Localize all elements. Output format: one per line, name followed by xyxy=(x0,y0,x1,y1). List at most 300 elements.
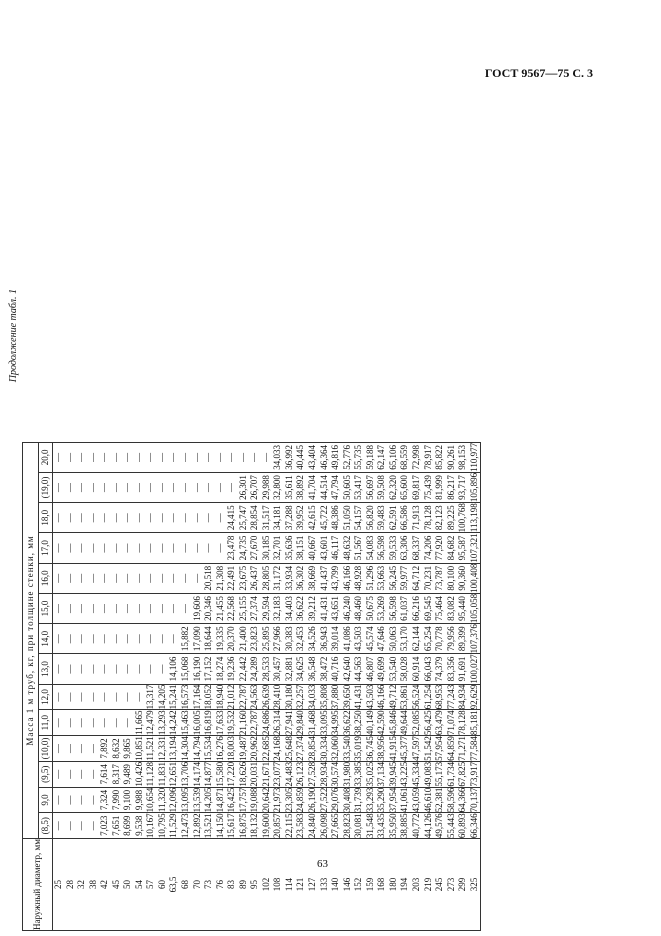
table-row xyxy=(272,442,284,930)
mass-cell: — xyxy=(168,442,180,472)
mass-cell: — xyxy=(122,654,134,684)
mass-cell: 70,137 xyxy=(469,787,481,813)
mass-cell: — xyxy=(122,442,134,472)
mass-cell: 51,296 xyxy=(365,563,377,593)
mass-cell: 32,881 xyxy=(284,654,296,684)
mass-cell: 51,542 xyxy=(422,736,433,761)
mass-cell: 26,707 xyxy=(249,472,261,502)
table-row xyxy=(215,442,227,930)
mass-cell: — xyxy=(76,533,88,563)
mass-cell: 7,023 xyxy=(99,813,111,839)
mass-cell: 56,697 xyxy=(365,472,377,502)
mass-cell: 64,366 xyxy=(457,787,468,813)
mass-cell: 24,168 xyxy=(272,736,283,761)
mass-cell: 40,445 xyxy=(295,442,307,472)
mass-cell: 53,269 xyxy=(376,593,388,623)
thickness-header: 13,0 xyxy=(39,654,53,684)
mass-cell: 13,706 xyxy=(180,761,191,787)
mass-cell: — xyxy=(88,761,100,787)
mass-cell: 26,123 xyxy=(295,761,306,787)
mass-cell: — xyxy=(192,533,204,563)
mass-cell: — xyxy=(157,593,169,623)
mass-cell: 55,735 xyxy=(353,442,365,472)
mass-cell: 26,190 xyxy=(307,787,318,813)
thickness-header: 9,0 xyxy=(39,787,53,813)
diameter-cell: 245 xyxy=(434,839,446,931)
mass-cell: 27,522 xyxy=(318,787,329,813)
mass-cell: 7,892 xyxy=(99,736,111,762)
mass-cell: 26,098 xyxy=(318,813,329,839)
mass-cell: — xyxy=(88,472,100,502)
mass-cell: 25,648 xyxy=(283,736,294,761)
mass-cell: 95,587 xyxy=(457,533,469,563)
diameter-cell: 152 xyxy=(353,839,365,931)
mass-cell: 31,548 xyxy=(364,813,375,839)
mass-cell: 71,074 xyxy=(445,710,456,736)
mass-cell: 82,123 xyxy=(434,503,446,533)
mass-cell: — xyxy=(134,593,146,623)
mass-cell: — xyxy=(76,563,88,593)
mass-cell: 23,583 xyxy=(295,813,306,839)
mass-cell: 17,152 xyxy=(203,654,215,684)
mass-cell: — xyxy=(65,503,77,533)
page-header: ГОСТ 9567—75 С. 3 xyxy=(484,66,593,80)
mass-cell: 31,980 xyxy=(341,761,352,787)
diameter-cell: 102 xyxy=(261,839,273,931)
mass-cell: 20,031 xyxy=(249,761,260,787)
mass-cell: — xyxy=(88,736,100,762)
mass-cell: 50,063 xyxy=(388,624,400,654)
mass-cell: 43,059 xyxy=(410,787,421,813)
mass-cell: 12,651 xyxy=(168,761,179,787)
mass-cell: — xyxy=(145,472,157,502)
diameter-cell: 32 xyxy=(76,839,88,931)
mass-cell: 36,548 xyxy=(307,654,319,684)
mass-cell: — xyxy=(203,503,215,533)
mass-cell: 18,274 xyxy=(215,654,227,684)
mass-cell: 33,293 xyxy=(364,787,375,813)
diameter-cell: 180 xyxy=(388,839,400,931)
diameter-cell: 57 xyxy=(145,839,157,931)
table-row xyxy=(53,442,65,930)
table-row xyxy=(226,442,238,930)
mass-cell: — xyxy=(192,442,204,472)
mass-cell: — xyxy=(145,442,157,472)
mass-cell: — xyxy=(215,472,227,502)
mass-cell: 56,245 xyxy=(388,563,400,593)
mass-cell: — xyxy=(88,624,100,654)
mass-cell: — xyxy=(65,710,77,736)
mass-cell: — xyxy=(238,442,250,472)
mass-cell: — xyxy=(88,533,100,563)
mass-cell: 11,521 xyxy=(145,736,156,761)
mass-cell: 18,940 xyxy=(214,684,225,710)
mass-cell: — xyxy=(76,813,88,839)
mass-cell: — xyxy=(111,684,123,710)
mass-cell: 59,977 xyxy=(399,563,411,593)
mass-cell: 33,095 xyxy=(318,710,329,736)
mass-cell: 24,686 xyxy=(260,710,271,736)
mass-cell: 38,472 xyxy=(319,654,331,684)
mass-cell: 53,417 xyxy=(353,472,365,502)
mass-cell: 100,768 xyxy=(457,503,468,533)
mass-cell: 55,443 xyxy=(445,813,456,839)
mass-cell: 79,956 xyxy=(446,624,458,654)
mass-cell: 35,611 xyxy=(284,472,296,502)
table-row xyxy=(180,442,192,930)
mass-cell: 30,408 xyxy=(341,787,352,813)
mass-cell: 67,825 xyxy=(457,761,468,787)
diameter-cell: 63,5 xyxy=(168,839,180,931)
mass-cell: 13,317 xyxy=(145,684,156,710)
mass-cell: 57,954 xyxy=(434,736,445,761)
table-row xyxy=(399,442,411,930)
mass-cell: 13,095 xyxy=(180,787,191,813)
mass-cell: 51,567 xyxy=(353,533,365,563)
mass-cell: 30,457 xyxy=(272,654,284,684)
mass-cell: 14,877 xyxy=(203,761,214,787)
mass-cell: 24,483 xyxy=(283,761,294,787)
thickness-header: 15,0 xyxy=(39,593,53,623)
diameter-cell: 203 xyxy=(411,839,423,931)
mass-cell: 63,479 xyxy=(434,710,445,736)
mass-cell: 48,460 xyxy=(353,593,365,623)
mass-cell: — xyxy=(53,710,65,736)
mass-cell: 59,188 xyxy=(365,442,377,472)
mass-cell: 62,320 xyxy=(388,472,400,502)
mass-cell: 27,374 xyxy=(249,593,261,623)
mass-cell: — xyxy=(53,761,65,787)
mass-cell: 45,334 xyxy=(410,761,421,787)
mass-cell: — xyxy=(65,472,77,502)
diameter-cell: 114 xyxy=(284,839,296,931)
mass-cell: 38,892 xyxy=(295,472,307,502)
diameter-cell: 121 xyxy=(295,839,307,931)
mass-cell: — xyxy=(53,503,65,533)
mass-cell: — xyxy=(226,442,238,472)
mass-cell: 15,068 xyxy=(180,654,192,684)
mass-cell: 12,892 xyxy=(191,813,202,839)
mass-cell: 54,157 xyxy=(353,503,365,533)
mass-cell: 48,386 xyxy=(330,503,342,533)
mass-cell: — xyxy=(145,624,157,654)
mass-cell: — xyxy=(157,563,169,593)
mass-cell: 39,952 xyxy=(295,503,307,533)
diameter-cell: 127 xyxy=(307,839,319,931)
mass-cell: — xyxy=(88,710,100,736)
mass-cell: 46,610 xyxy=(422,787,433,813)
mass-cell: 18,003 xyxy=(226,736,237,761)
mass-cell: — xyxy=(65,593,77,623)
mass-cell: 61,037 xyxy=(399,593,411,623)
diameter-cell: 146 xyxy=(342,839,354,931)
mass-cell: — xyxy=(88,684,100,710)
mass-cell: 27,528 xyxy=(307,761,318,787)
mass-cell: 70,778 xyxy=(434,624,446,654)
mass-cell: 65,600 xyxy=(399,472,411,502)
mass-cell: — xyxy=(203,533,215,563)
mass-cell: 24,735 xyxy=(238,533,250,563)
diameter-cell: 168 xyxy=(376,839,388,931)
mass-cell: — xyxy=(203,472,215,502)
mass-cell: — xyxy=(122,684,134,710)
mass-cell: 49,083 xyxy=(422,761,433,787)
mass-cell: — xyxy=(111,503,123,533)
mass-cell: 74,379 xyxy=(434,654,446,684)
mass-cell: 36,992 xyxy=(284,442,296,472)
mass-cell: — xyxy=(122,624,134,654)
mass-cell: 47,597 xyxy=(410,736,421,761)
table-row xyxy=(411,442,423,930)
mass-cell: — xyxy=(157,654,169,684)
table-row xyxy=(76,442,88,930)
mass-cell: — xyxy=(88,503,100,533)
mass-cell: 36,622 xyxy=(295,593,307,623)
mass-cell: 83,082 xyxy=(446,593,458,623)
mass-cell: — xyxy=(88,593,100,623)
mass-cell: 53,170 xyxy=(399,624,411,654)
mass-cell: 49,644 xyxy=(399,710,410,736)
mass-cell: 43,799 xyxy=(330,563,342,593)
table-row xyxy=(376,442,388,930)
mass-cell: 77,243 xyxy=(445,684,456,710)
mass-cell: — xyxy=(53,442,65,472)
mass-cell: 58,028 xyxy=(399,654,411,684)
diameter-cell: 89 xyxy=(238,839,250,931)
mass-cell: 98,153 xyxy=(457,442,469,472)
thickness-header: (9,5) xyxy=(39,761,53,787)
mass-cell: 28,805 xyxy=(261,563,273,593)
mass-cell: 66,216 xyxy=(411,593,423,623)
mass-cell: 41,061 xyxy=(399,787,410,813)
mass-cell: 56,598 xyxy=(376,533,388,563)
table-row xyxy=(295,442,307,930)
diameter-cell: 50 xyxy=(122,839,134,931)
mass-cell: — xyxy=(122,563,134,593)
mass-cell: 17,090 xyxy=(192,624,204,654)
mass-cell: 20,370 xyxy=(226,624,238,654)
mass-cell: — xyxy=(65,684,77,710)
mass-cell: — xyxy=(76,787,88,813)
thickness-header: 14,0 xyxy=(39,624,53,654)
mass-cell: 16,190 xyxy=(192,654,204,684)
mass-cell: 64,859 xyxy=(445,736,456,761)
mass-cell: 23,675 xyxy=(238,563,250,593)
mass-cell: 45,846 xyxy=(387,710,398,736)
mass-cell: — xyxy=(168,624,180,654)
mass-cell: — xyxy=(88,654,100,684)
mass-cell: 93,717 xyxy=(457,472,469,502)
mass-cell: 33,435 xyxy=(376,813,387,839)
mass-cell: 12,473 xyxy=(180,813,191,839)
mass-cell: 18,626 xyxy=(237,761,248,787)
mass-cell: — xyxy=(99,710,111,736)
mass-cell: 65,254 xyxy=(423,624,435,654)
mass-cell: 89,399 xyxy=(457,624,469,654)
mass-cell: 47,646 xyxy=(376,624,388,654)
mass-cell: 69,817 xyxy=(411,472,423,502)
mass-cell: — xyxy=(122,710,134,736)
mass-cell: — xyxy=(134,503,146,533)
mass-cell: 20,857 xyxy=(272,813,283,839)
mass-cell: 15,241 xyxy=(168,684,179,710)
mass-cell: 9,538 xyxy=(134,813,146,839)
mass-cell: 25,895 xyxy=(261,624,273,654)
mass-cell: — xyxy=(76,684,88,710)
mass-cell: 28,934 xyxy=(318,761,329,787)
diameter-cell: 45 xyxy=(111,839,123,931)
table-row xyxy=(111,442,123,930)
mass-cell: — xyxy=(65,736,77,762)
mass-cell: — xyxy=(65,624,77,654)
mass-cell: 90,261 xyxy=(446,442,458,472)
mass-cell: 47,794 xyxy=(330,472,342,502)
diameter-cell: 219 xyxy=(423,839,435,931)
mass-cell: — xyxy=(180,563,192,593)
mass-cell: 52,776 xyxy=(342,442,354,472)
mass-cell: — xyxy=(99,533,111,563)
mass-cell: 36,745 xyxy=(364,736,375,761)
mass-cell: — xyxy=(76,654,88,684)
diameter-cell: 140 xyxy=(330,839,342,931)
mass-cell: 32,800 xyxy=(272,472,284,502)
mass-cell: 60,914 xyxy=(411,654,423,684)
mass-cell: — xyxy=(122,533,134,563)
mass-cell: 59,533 xyxy=(388,533,400,563)
diameter-cell: 73 xyxy=(203,839,215,931)
mass-cell: 35,636 xyxy=(284,533,296,563)
mass-cell: — xyxy=(215,503,227,533)
mass-cell: — xyxy=(157,503,169,533)
mass-cell: 41,086 xyxy=(342,624,354,654)
diameter-cell: 159 xyxy=(365,839,377,931)
table-row xyxy=(388,442,400,930)
mass-cell: 12,331 xyxy=(156,736,167,761)
mass-cell: 13,521 xyxy=(203,813,214,839)
mass-cell: 70,231 xyxy=(423,563,435,593)
mass-cell: 11,320 xyxy=(156,787,167,813)
mass-cell: 72,998 xyxy=(411,442,423,472)
mass-cell: — xyxy=(111,442,123,472)
mass-cell: — xyxy=(53,684,65,710)
mass-cell: — xyxy=(180,503,192,533)
thickness-header: 11,0 xyxy=(39,710,53,736)
mass-cell: 49,576 xyxy=(434,813,445,839)
mass-cell: 16,425 xyxy=(226,787,237,813)
diameter-cell: 54 xyxy=(134,839,146,931)
mass-cell: — xyxy=(99,563,111,593)
mass-cell: — xyxy=(111,533,123,563)
mass-cell: — xyxy=(53,736,65,762)
mass-table xyxy=(22,442,481,931)
mass-cell: 28,533 xyxy=(261,654,273,684)
mass-cell: 56,524 xyxy=(410,684,421,710)
mass-cell: — xyxy=(180,472,192,502)
mass-cell: 34,995 xyxy=(330,710,341,736)
mass-cell: 40,772 xyxy=(410,813,421,839)
mass-cell: 40,716 xyxy=(330,654,342,684)
mass-cell: — xyxy=(145,563,157,593)
mass-cell: 27,374 xyxy=(295,736,306,761)
mass-cell: 78,917 xyxy=(423,442,435,472)
mass-cell: 53,540 xyxy=(388,654,400,684)
page-number: 63 xyxy=(317,858,328,870)
mass-cell: 21,973 xyxy=(272,787,283,813)
mass-cell: 21,455 xyxy=(215,593,227,623)
table-row xyxy=(434,442,446,930)
mass-cell: 15,617 xyxy=(226,813,237,839)
mass-cell: 80,100 xyxy=(446,563,458,593)
mass-cell: 110,977 xyxy=(469,442,481,472)
mass-cell: — xyxy=(134,624,146,654)
mass-cell: — xyxy=(53,472,65,502)
mass-cell: — xyxy=(111,654,123,684)
thickness-header: (19,0) xyxy=(39,472,53,502)
mass-cell: 19,532 xyxy=(226,710,237,736)
mass-cell: 22,115 xyxy=(283,813,294,838)
mass-cell: 19,236 xyxy=(226,654,238,684)
mass-cell: 59,483 xyxy=(376,503,388,533)
mass-cell: 44,514 xyxy=(319,472,331,502)
mass-cell: 20,346 xyxy=(203,593,215,623)
mass-cell: 26,301 xyxy=(238,472,250,502)
mass-cell: 15,882 xyxy=(180,624,192,654)
mass-cell: 52,085 xyxy=(410,710,421,736)
mass-cell: 66,043 xyxy=(423,654,435,684)
mass-cell: — xyxy=(111,624,123,654)
mass-cell: 49,699 xyxy=(376,654,388,684)
mass-cell: 92,629 xyxy=(469,684,481,710)
mass-cell: — xyxy=(157,624,169,654)
mass-cell: 35,290 xyxy=(376,787,387,813)
mass-cell: 16,573 xyxy=(180,684,191,710)
mass-cell: 34,403 xyxy=(284,593,296,623)
mass-cell: 30,185 xyxy=(261,533,273,563)
mass-cell: 33,540 xyxy=(341,736,352,761)
mass-cell: — xyxy=(145,654,157,684)
thickness-header: (8,5) xyxy=(39,813,53,839)
mass-cell: 11,665 xyxy=(133,710,144,735)
mass-cell: — xyxy=(53,813,65,839)
mass-cell: 10,795 xyxy=(156,813,167,839)
mass-cell: 21,671 xyxy=(260,761,271,787)
table-row xyxy=(238,442,250,930)
table-row xyxy=(457,442,469,930)
mass-cell: 34,625 xyxy=(295,654,307,684)
mass-cell: 68,953 xyxy=(434,684,445,710)
mass-cell: 35,025 xyxy=(364,761,375,787)
mass-cell: 17,164 xyxy=(191,684,202,710)
mass-cell: 38,956 xyxy=(376,736,387,761)
thickness-header: 18,0 xyxy=(39,503,53,533)
mass-cell: 7,990 xyxy=(111,787,123,813)
rotated-table-frame xyxy=(2,289,480,931)
mass-cell: 75,439 xyxy=(423,472,435,502)
mass-cell: 100,408 xyxy=(469,563,481,593)
mass-cell: 105,896 xyxy=(469,472,481,502)
mass-cell: 14,304 xyxy=(180,736,191,761)
mass-cell: 15,534 xyxy=(203,736,214,761)
mass-cell: — xyxy=(157,442,169,472)
mass-cell: — xyxy=(145,593,157,623)
mass-cell: 11,128 xyxy=(145,762,156,787)
mass-cell: 24,415 xyxy=(226,503,238,533)
mass-cell: 107,321 xyxy=(469,533,481,563)
mass-cell: 49,712 xyxy=(387,684,398,710)
diameter-cell: 38 xyxy=(88,839,100,931)
diameter-cell: 95 xyxy=(249,839,261,931)
mass-cell: 20,518 xyxy=(203,563,215,593)
